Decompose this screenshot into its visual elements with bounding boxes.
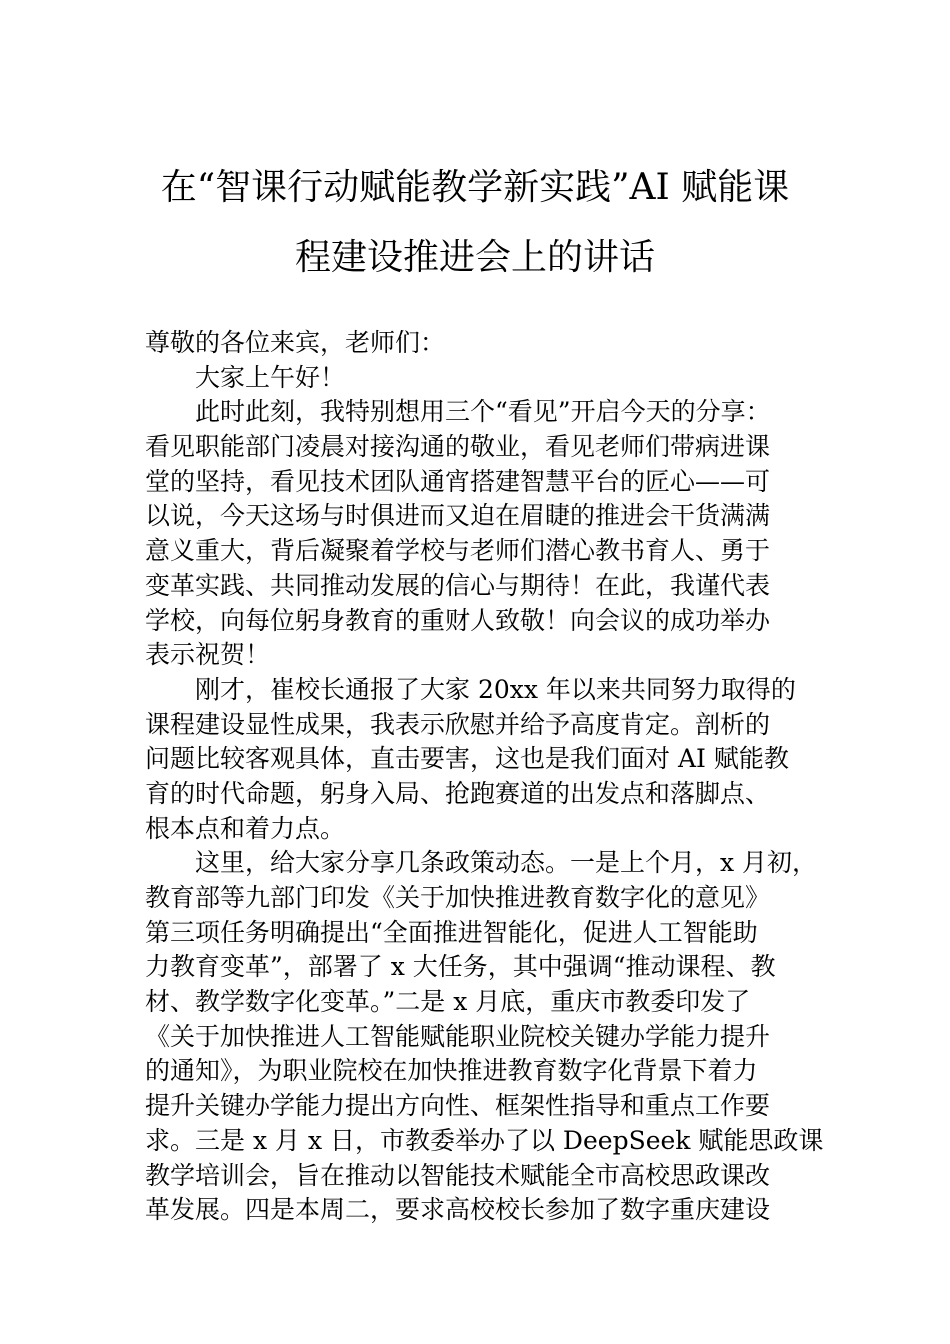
body-text-line: 提升关键办学能力提出方向性、框架性指导和重点工作要 (145, 1091, 771, 1121)
body-text-line: 大家上午好！ (195, 362, 346, 392)
body-text-line: 教学培训会，旨在推动以智能技术赋能全市高校思政课改 (145, 1160, 771, 1190)
document-title-line-2: 程建设推进会上的讲话 (294, 237, 655, 278)
body-text-line: 《关于加快推进人工智能赋能职业院校关键办学能力提升 (145, 1021, 771, 1051)
body-text-line: 问题比较客观具体，直击要害，这也是我们面对 AI 赋能教 (145, 744, 789, 774)
body-text-line: 第三项任务明确提出“全面推进智能化，促进人工智能助 (145, 917, 758, 947)
body-text-line: 学校，向每位躬身教育的重财人致敬！向会议的成功举办 (145, 605, 771, 635)
body-text-line: 革发展。四是本周二，要求高校校长参加了数字重庆建设 (145, 1195, 771, 1225)
body-text-line: 刚才，崔校长通报了大家 20xx 年以来共同努力取得的 (195, 674, 796, 704)
body-text-line: 以说，今天这场与时俱进而又迫在眉睫的推进会干货满满 (145, 501, 771, 531)
body-text-line: 尊敬的各位来宾，老师们： (145, 328, 446, 357)
body-text-line: 材、教学数字化变革。”二是 x 月底，重庆市教委印发了 (145, 987, 751, 1017)
body-text-line: 求。三是 x 月 x 日，市教委举办了以 DeepSeek 赋能思政课 (145, 1125, 824, 1155)
body-text-line: 课程建设显性成果，我表示欣慰并给予高度肯定。剖析的 (145, 709, 771, 739)
body-text-line: 意义重大，背后凝聚着学校与老师们潜心教书育人、勇于 (145, 536, 771, 566)
body-text-line: 此时此刻，我特别想用三个“看见”开启今天的分享： (195, 397, 771, 427)
body-text-line: 育的时代命题，躬身入局、抢跑赛道的出发点和落脚点、 (145, 778, 771, 808)
document-body (145, 326, 835, 1228)
body-text-line: 看见职能部门凌晨对接沟通的敬业，看见老师们带病进课 (145, 432, 771, 462)
body-text-line: 根本点和着力点。 (145, 813, 346, 843)
body-text-line: 变革实践、共同推动发展的信心与期待！在此，我谨代表 (145, 570, 771, 600)
document-title-line-1: 在“智课行动赋能教学新实践”AI 赋能课 (160, 167, 790, 208)
body-text-line: 表示祝贺！ (145, 640, 271, 670)
body-text-line: 这里，给大家分享几条政策动态。一是上个月，x 月初， (195, 848, 818, 878)
body-text-line: 教育部等九部门印发《关于加快推进教育数字化的意见》 (145, 883, 771, 912)
body-text-line: 力教育变革”，部署了 x 大任务，其中强调“推动课程、教 (145, 952, 776, 982)
body-text-line: 的通知》，为职业院校在加快推进教育数字化背景下着力 (145, 1056, 758, 1086)
body-text-line: 堂的坚持，看见技术团队通宵搭建智慧平台的匠心——可 (145, 466, 771, 496)
